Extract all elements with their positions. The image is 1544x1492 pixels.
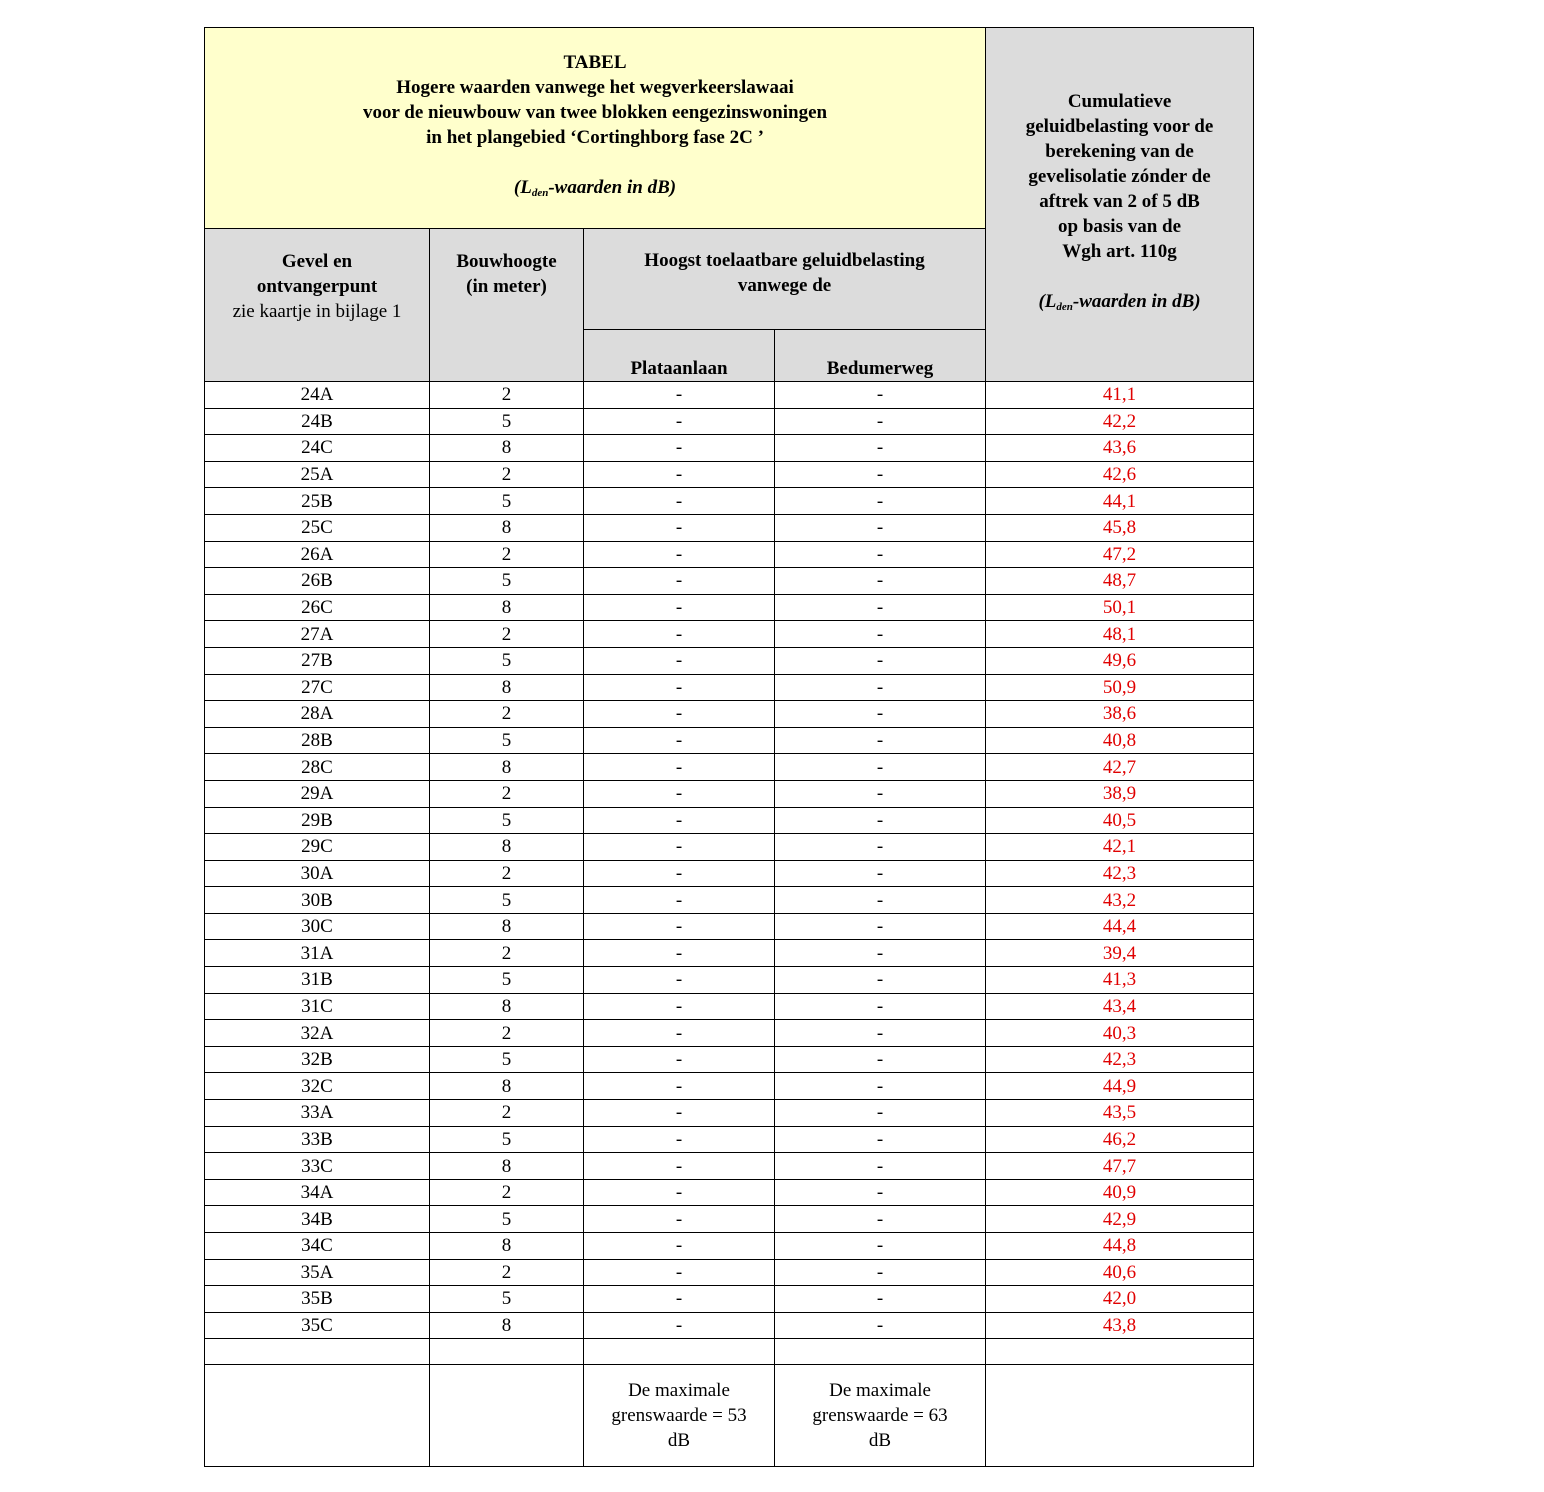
blank-cell bbox=[430, 1339, 584, 1365]
row-cumulative-value: 40,5 bbox=[986, 807, 1254, 834]
table-row bbox=[205, 860, 1254, 887]
row-point: 35B bbox=[205, 1286, 430, 1313]
table-row bbox=[205, 435, 1254, 462]
row-bedumerweg: - bbox=[775, 993, 986, 1020]
row-bedumerweg: - bbox=[775, 461, 986, 488]
row-bedumerweg: - bbox=[775, 1153, 986, 1180]
row-plataanlaan: - bbox=[584, 887, 775, 914]
row-bedumerweg: - bbox=[775, 887, 986, 914]
table-row bbox=[205, 780, 1254, 807]
row-height: 2 bbox=[430, 541, 584, 568]
table-row bbox=[205, 701, 1254, 728]
row-cumulative-value: 42,3 bbox=[986, 1046, 1254, 1073]
row-cumulative-value: 39,4 bbox=[986, 940, 1254, 967]
row-height: 2 bbox=[430, 1020, 584, 1047]
row-point: 28C bbox=[205, 754, 430, 781]
row-point: 24C bbox=[205, 435, 430, 462]
table-row bbox=[205, 1312, 1254, 1339]
table-row bbox=[205, 1020, 1254, 1047]
row-cumulative-value: 41,1 bbox=[986, 382, 1254, 409]
row-height: 5 bbox=[430, 1286, 584, 1313]
row-cumulative-value: 44,9 bbox=[986, 1073, 1254, 1100]
row-plataanlaan: - bbox=[584, 621, 775, 648]
row-plataanlaan: - bbox=[584, 1312, 775, 1339]
row-point: 32A bbox=[205, 1020, 430, 1047]
row-plataanlaan: - bbox=[584, 1286, 775, 1313]
row-point: 35C bbox=[205, 1312, 430, 1339]
row-height: 5 bbox=[430, 408, 584, 435]
row-height: 5 bbox=[430, 568, 584, 595]
footer-row bbox=[205, 1365, 1254, 1467]
row-cumulative-value: 42,9 bbox=[986, 1206, 1254, 1233]
table-row bbox=[205, 488, 1254, 515]
row-plataanlaan: - bbox=[584, 435, 775, 462]
row-plataanlaan: - bbox=[584, 1153, 775, 1180]
row-height: 8 bbox=[430, 674, 584, 701]
row-point: 26C bbox=[205, 594, 430, 621]
row-point: 28B bbox=[205, 727, 430, 754]
hoogst-header-line-1: Hoogst toelaatbare geluidbelasting bbox=[644, 250, 925, 271]
row-bedumerweg: - bbox=[775, 1286, 986, 1313]
footer-limit-line: De maximale bbox=[628, 1380, 730, 1402]
row-point: 32B bbox=[205, 1046, 430, 1073]
row-cumulative-value: 50,1 bbox=[986, 594, 1254, 621]
row-cumulative-value: 44,1 bbox=[986, 488, 1254, 515]
gevel-header-line-1: Gevel en bbox=[281, 250, 353, 272]
row-plataanlaan: - bbox=[584, 568, 775, 595]
row-point: 25B bbox=[205, 488, 430, 515]
row-cumulative-value: 47,2 bbox=[986, 541, 1254, 568]
row-height: 2 bbox=[430, 621, 584, 648]
row-point: 35A bbox=[205, 1259, 430, 1286]
row-height: 8 bbox=[430, 993, 584, 1020]
table-row bbox=[205, 1073, 1254, 1100]
table-row bbox=[205, 1259, 1254, 1286]
row-plataanlaan: - bbox=[584, 1100, 775, 1127]
table-row bbox=[205, 913, 1254, 940]
row-plataanlaan: - bbox=[584, 913, 775, 940]
row-point: 29C bbox=[205, 834, 430, 861]
row-cumulative-value: 45,8 bbox=[986, 514, 1254, 541]
plataanlaan-header: Plataanlaan bbox=[584, 330, 775, 382]
row-point: 29B bbox=[205, 807, 430, 834]
row-cumulative-value: 41,3 bbox=[986, 967, 1254, 994]
row-bedumerweg: - bbox=[775, 541, 986, 568]
row-cumulative-value: 43,5 bbox=[986, 1100, 1254, 1127]
table-row bbox=[205, 1179, 1254, 1206]
row-plataanlaan: - bbox=[584, 940, 775, 967]
row-cumulative-value: 42,3 bbox=[986, 860, 1254, 887]
footer-empty-cell bbox=[986, 1365, 1254, 1467]
row-bedumerweg: - bbox=[775, 701, 986, 728]
row-plataanlaan: - bbox=[584, 461, 775, 488]
row-point: 27C bbox=[205, 674, 430, 701]
cumulative-line-5: aftrek van 2 of 5 dB bbox=[1039, 191, 1200, 212]
row-bedumerweg: - bbox=[775, 1259, 986, 1286]
row-height: 5 bbox=[430, 488, 584, 515]
row-point: 30A bbox=[205, 860, 430, 887]
row-bedumerweg: - bbox=[775, 967, 986, 994]
footer-limit-line: dB bbox=[868, 1430, 892, 1452]
row-bedumerweg: - bbox=[775, 568, 986, 595]
row-bedumerweg: - bbox=[775, 674, 986, 701]
row-point: 28A bbox=[205, 701, 430, 728]
table-row bbox=[205, 568, 1254, 595]
row-point: 27B bbox=[205, 647, 430, 674]
row-height: 5 bbox=[430, 1126, 584, 1153]
row-bedumerweg: - bbox=[775, 780, 986, 807]
row-cumulative-value: 44,4 bbox=[986, 913, 1254, 940]
title-line-4: in het plangebied ‘Cortinghborg fase 2C ’ bbox=[426, 127, 764, 148]
bouwhoogte-header-line-2: (in meter) bbox=[466, 275, 547, 297]
row-point: 33C bbox=[205, 1153, 430, 1180]
table-row bbox=[205, 1046, 1254, 1073]
cumulative-line-1: Cumulatieve bbox=[1067, 91, 1172, 112]
cumulative-unit-suffix: -waarden in dB) bbox=[1072, 291, 1201, 312]
row-point: 31C bbox=[205, 993, 430, 1020]
row-bedumerweg: - bbox=[775, 940, 986, 967]
row-height: 2 bbox=[430, 940, 584, 967]
row-bedumerweg: - bbox=[775, 913, 986, 940]
row-bedumerweg: - bbox=[775, 754, 986, 781]
row-point: 34B bbox=[205, 1206, 430, 1233]
row-point: 32C bbox=[205, 1073, 430, 1100]
row-point: 31A bbox=[205, 940, 430, 967]
row-plataanlaan: - bbox=[584, 1206, 775, 1233]
row-point: 25C bbox=[205, 514, 430, 541]
title-unit-sub: den bbox=[531, 187, 549, 199]
row-cumulative-value: 42,7 bbox=[986, 754, 1254, 781]
title-line-1: TABEL bbox=[563, 52, 627, 73]
row-bedumerweg: - bbox=[775, 727, 986, 754]
row-cumulative-value: 43,8 bbox=[986, 1312, 1254, 1339]
row-height: 8 bbox=[430, 514, 584, 541]
row-point: 24A bbox=[205, 382, 430, 409]
row-height: 2 bbox=[430, 382, 584, 409]
row-bedumerweg: - bbox=[775, 1126, 986, 1153]
row-cumulative-value: 48,7 bbox=[986, 568, 1254, 595]
title-line-2: Hogere waarden vanwege het wegverkeerslawaai bbox=[396, 77, 794, 98]
row-plataanlaan: - bbox=[584, 541, 775, 568]
footer-plataan-limit bbox=[584, 1365, 775, 1467]
row-plataanlaan: - bbox=[584, 594, 775, 621]
row-plataanlaan: - bbox=[584, 1020, 775, 1047]
table-row bbox=[205, 727, 1254, 754]
cumulative-unit-sub: den bbox=[1056, 301, 1073, 313]
row-bedumerweg: - bbox=[775, 834, 986, 861]
title-line-3: voor de nieuwbouw van twee blokken eengezinswoningen bbox=[362, 102, 828, 123]
row-cumulative-value: 42,1 bbox=[986, 834, 1254, 861]
row-cumulative-value: 50,9 bbox=[986, 674, 1254, 701]
row-cumulative-value: 38,9 bbox=[986, 780, 1254, 807]
row-cumulative-value: 44,8 bbox=[986, 1233, 1254, 1260]
row-point: 24B bbox=[205, 408, 430, 435]
table-row bbox=[205, 967, 1254, 994]
footer-empty-cell bbox=[430, 1365, 584, 1467]
footer-limit-line: dB bbox=[667, 1430, 691, 1452]
row-point: 31B bbox=[205, 967, 430, 994]
row-height: 8 bbox=[430, 754, 584, 781]
footer-empty-cell bbox=[205, 1365, 430, 1467]
table-row bbox=[205, 621, 1254, 648]
row-cumulative-value: 40,3 bbox=[986, 1020, 1254, 1047]
row-bedumerweg: - bbox=[775, 1312, 986, 1339]
row-bedumerweg: - bbox=[775, 1233, 986, 1260]
row-bedumerweg: - bbox=[775, 807, 986, 834]
row-plataanlaan: - bbox=[584, 727, 775, 754]
row-point: 25A bbox=[205, 461, 430, 488]
row-bedumerweg: - bbox=[775, 1100, 986, 1127]
row-height: 8 bbox=[430, 1073, 584, 1100]
row-plataanlaan: - bbox=[584, 1046, 775, 1073]
row-cumulative-value: 43,2 bbox=[986, 887, 1254, 914]
row-cumulative-value: 46,2 bbox=[986, 1126, 1254, 1153]
table-row bbox=[205, 993, 1254, 1020]
title-unit bbox=[205, 175, 985, 206]
row-height: 5 bbox=[430, 647, 584, 674]
row-height: 8 bbox=[430, 1312, 584, 1339]
noise-table bbox=[204, 27, 1254, 1467]
row-bedumerweg: - bbox=[775, 594, 986, 621]
row-cumulative-value: 42,2 bbox=[986, 408, 1254, 435]
row-plataanlaan: - bbox=[584, 967, 775, 994]
row-plataanlaan: - bbox=[584, 780, 775, 807]
cumulative-line-6: op basis van de bbox=[1058, 216, 1182, 237]
row-cumulative-value: 40,6 bbox=[986, 1259, 1254, 1286]
table-row bbox=[205, 382, 1254, 409]
row-cumulative-value: 42,0 bbox=[986, 1286, 1254, 1313]
row-point: 34C bbox=[205, 1233, 430, 1260]
row-plataanlaan: - bbox=[584, 408, 775, 435]
table-row bbox=[205, 461, 1254, 488]
blank-cell bbox=[775, 1339, 986, 1365]
row-height: 2 bbox=[430, 1179, 584, 1206]
table-row bbox=[205, 754, 1254, 781]
table-row bbox=[205, 408, 1254, 435]
row-cumulative-value: 40,8 bbox=[986, 727, 1254, 754]
table-row bbox=[205, 1100, 1254, 1127]
row-bedumerweg: - bbox=[775, 435, 986, 462]
row-plataanlaan: - bbox=[584, 382, 775, 409]
row-height: 2 bbox=[430, 780, 584, 807]
row-height: 8 bbox=[430, 1233, 584, 1260]
row-bedumerweg: - bbox=[775, 647, 986, 674]
title-unit-suffix: -waarden in dB) bbox=[548, 177, 677, 198]
gevel-header-line-3: zie kaartje in bijlage 1 bbox=[232, 300, 402, 322]
row-point: 26A bbox=[205, 541, 430, 568]
row-height: 5 bbox=[430, 967, 584, 994]
bedumerweg-header: Bedumerweg bbox=[775, 330, 986, 382]
row-bedumerweg: - bbox=[775, 1046, 986, 1073]
table-row bbox=[205, 887, 1254, 914]
table-row bbox=[205, 541, 1254, 568]
title-unit-prefix: (L bbox=[513, 177, 532, 198]
table-row bbox=[205, 1286, 1254, 1313]
row-plataanlaan: - bbox=[584, 514, 775, 541]
table-row bbox=[205, 594, 1254, 621]
row-cumulative-value: 42,6 bbox=[986, 461, 1254, 488]
row-plataanlaan: - bbox=[584, 860, 775, 887]
row-point: 34A bbox=[205, 1179, 430, 1206]
row-height: 5 bbox=[430, 887, 584, 914]
row-plataanlaan: - bbox=[584, 647, 775, 674]
cumulative-line-2: geluidbelasting voor de bbox=[1025, 116, 1214, 137]
row-bedumerweg: - bbox=[775, 382, 986, 409]
row-cumulative-value: 47,7 bbox=[986, 1153, 1254, 1180]
row-height: 5 bbox=[430, 1206, 584, 1233]
row-plataanlaan: - bbox=[584, 1179, 775, 1206]
row-bedumerweg: - bbox=[775, 488, 986, 515]
row-height: 5 bbox=[430, 807, 584, 834]
row-cumulative-value: 48,1 bbox=[986, 621, 1254, 648]
row-height: 2 bbox=[430, 1100, 584, 1127]
row-height: 8 bbox=[430, 913, 584, 940]
table-row bbox=[205, 674, 1254, 701]
row-plataanlaan: - bbox=[584, 1259, 775, 1286]
hoogst-toelaatbaar-header bbox=[584, 229, 986, 330]
row-height: 8 bbox=[430, 594, 584, 621]
row-height: 5 bbox=[430, 727, 584, 754]
table-row bbox=[205, 940, 1254, 967]
row-cumulative-value: 38,6 bbox=[986, 701, 1254, 728]
row-cumulative-value: 43,4 bbox=[986, 993, 1254, 1020]
row-point: 30C bbox=[205, 913, 430, 940]
row-plataanlaan: - bbox=[584, 701, 775, 728]
cumulative-line-4: gevelisolatie zónder de bbox=[1028, 166, 1211, 187]
row-plataanlaan: - bbox=[584, 1233, 775, 1260]
footer-bedumer-limit bbox=[775, 1365, 986, 1467]
bouwhoogte-header-line-1: Bouwhoogte bbox=[456, 250, 557, 272]
table-row bbox=[205, 807, 1254, 834]
row-cumulative-value: 40,9 bbox=[986, 1179, 1254, 1206]
table-row bbox=[205, 1206, 1254, 1233]
table-row bbox=[205, 514, 1254, 541]
row-plataanlaan: - bbox=[584, 674, 775, 701]
cumulative-unit-prefix: (L bbox=[1038, 291, 1057, 312]
table-row bbox=[205, 834, 1254, 861]
row-cumulative-value: 43,6 bbox=[986, 435, 1254, 462]
hoogst-header-line-2: vanwege de bbox=[737, 275, 832, 296]
row-plataanlaan: - bbox=[584, 834, 775, 861]
row-height: 8 bbox=[430, 834, 584, 861]
blank-cell bbox=[584, 1339, 775, 1365]
cumulative-line-3: berekening van de bbox=[1045, 141, 1194, 162]
row-bedumerweg: - bbox=[775, 1179, 986, 1206]
footer-limit-line: De maximale bbox=[829, 1380, 931, 1402]
row-height: 5 bbox=[430, 1046, 584, 1073]
cumulative-unit bbox=[986, 289, 1253, 320]
blank-cell bbox=[205, 1339, 430, 1365]
row-point: 33B bbox=[205, 1126, 430, 1153]
footer-limit-line: grenswaarde = 53 bbox=[611, 1405, 747, 1427]
table-row bbox=[205, 1233, 1254, 1260]
table-title bbox=[205, 28, 986, 229]
row-point: 33A bbox=[205, 1100, 430, 1127]
bouwhoogte-header bbox=[430, 229, 584, 382]
table-row bbox=[205, 647, 1254, 674]
cumulative-line-7: Wgh art. 110g bbox=[1062, 241, 1177, 262]
row-height: 8 bbox=[430, 1153, 584, 1180]
row-bedumerweg: - bbox=[775, 514, 986, 541]
row-plataanlaan: - bbox=[584, 754, 775, 781]
row-height: 2 bbox=[430, 1259, 584, 1286]
table-row bbox=[205, 1126, 1254, 1153]
row-height: 2 bbox=[430, 860, 584, 887]
gevel-header-line-2: ontvangerpunt bbox=[256, 275, 378, 297]
footer-limit-line: grenswaarde = 63 bbox=[812, 1405, 948, 1427]
row-bedumerweg: - bbox=[775, 621, 986, 648]
row-plataanlaan: - bbox=[584, 993, 775, 1020]
row-height: 2 bbox=[430, 701, 584, 728]
row-height: 2 bbox=[430, 461, 584, 488]
row-bedumerweg: - bbox=[775, 1020, 986, 1047]
row-height: 8 bbox=[430, 435, 584, 462]
row-plataanlaan: - bbox=[584, 807, 775, 834]
row-point: 26B bbox=[205, 568, 430, 595]
row-bedumerweg: - bbox=[775, 408, 986, 435]
row-bedumerweg: - bbox=[775, 860, 986, 887]
row-bedumerweg: - bbox=[775, 1073, 986, 1100]
row-cumulative-value: 49,6 bbox=[986, 647, 1254, 674]
table-row bbox=[205, 1153, 1254, 1180]
gevel-header bbox=[205, 229, 430, 382]
row-point: 29A bbox=[205, 780, 430, 807]
row-point: 27A bbox=[205, 621, 430, 648]
row-plataanlaan: - bbox=[584, 1126, 775, 1153]
row-point: 30B bbox=[205, 887, 430, 914]
blank-row bbox=[205, 1339, 1254, 1365]
row-plataanlaan: - bbox=[584, 1073, 775, 1100]
blank-cell bbox=[986, 1339, 1254, 1365]
row-plataanlaan: - bbox=[584, 488, 775, 515]
cumulative-header bbox=[986, 28, 1254, 382]
row-bedumerweg: - bbox=[775, 1206, 986, 1233]
